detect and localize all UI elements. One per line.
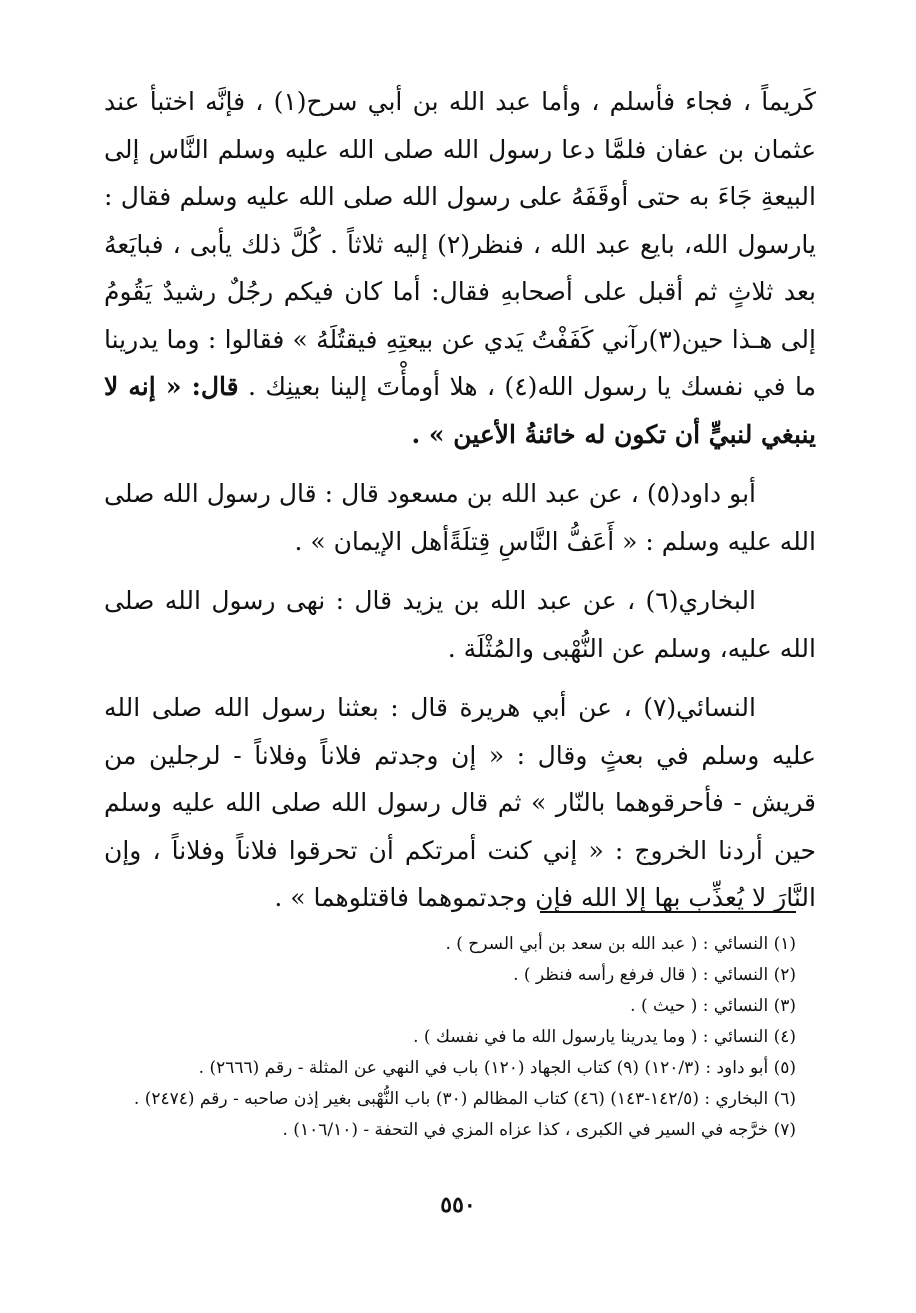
text-line: وسلم : « أَعَفُّ النَّاسِ قِتلَةًأهل الإيمان » .	[294, 526, 720, 556]
paragraph-4	[104, 684, 816, 922]
main-text	[104, 78, 816, 934]
text-line: عفان فلمَّا دعا رسول الله صلى الله عليه وسلم النَّاس إلى البيعةِ جَاءَ به حتى أوقَفَهُ	[104, 134, 816, 211]
footnote-6: (٦) البخاري : (١٤٢/٥-١٤٣) (٤٦) كتاب المظالم (٣٠) باب النُّهْبى بغير إذن صاحبه - رقم (٢٤٧٤) .	[133, 1089, 796, 1109]
footnotes	[100, 929, 796, 1146]
text-line: على رسول الله صلى الله عليه وسلم فقال : يارسول الله، بايع عبد الله ، فنظر(٢)	[104, 182, 816, 259]
text-line: فيكم رجُلٌ رشيدٌ يَقُومُ إلى هـذا حين(٣)رآني كَفَفْتُ يَدي عن بيعتِهِ فيقتُلَهُ »	[104, 277, 816, 354]
footnote-2: (٢) النسائي : ( قال فرفع رأسه فنظر ) .	[513, 965, 796, 985]
footnote-3: (٣) النسائي : ( حيث ) .	[630, 996, 796, 1016]
footnote-4: (٤) النسائي : ( وما يدرينا يارسول الله ما في نفسك ) .	[413, 1027, 796, 1047]
text-line: إليه ثلاثاً . كُلَّ ذلك يأبى ، فبايَعهُ بعد ثلاثٍ ثم أقبل على أصحابهِ فقال: أما كان	[104, 229, 816, 306]
paragraph-2	[104, 470, 816, 565]
text-line: وسلم عن النُّهْبى والمُثْلَة .	[447, 633, 712, 663]
text-line: قال: « إنه لا ينبغي لنبيٍّ أن تكون له خائنةُ الأعين » .	[104, 372, 816, 449]
footnote-divider	[540, 911, 796, 913]
text-line: النسائي(٧) ، عن أبي هريرة قال : بعثنا رسول الله صلى الله عليه وسلم	[104, 693, 817, 770]
footnote-7: (٧) خرَّجه في السير في الكبرى ، كذا عزاه المزي في التحفة - (١٠٦/١٠) .	[282, 1120, 796, 1140]
text-line: البخاري(٦) ، عن عبد الله بن يزيد قال : نهى رسول الله صلى الله عليه،	[104, 586, 816, 663]
footnote-5: (٥) أبو داود : (١٢٠/٣) (٩) كتاب الجهاد (١٢٠) باب في النهي عن المثلة - رقم (٢٦٦٦) .	[198, 1058, 796, 1078]
text-line: فقالوا : وما يدرينا ما في نفسك يا رسول الله(٤) ، هلا أومأْتَ إلينا بعينِك .	[104, 324, 816, 401]
text-line: في بعثٍ وقال : « إن وجدتم فلاناً وفلاناً - لرجلين من قريش - فأحرقوهما	[104, 740, 816, 817]
text-line: أبو داود(٥) ، عن عبد الله بن مسعود قال : قال رسول الله صلى الله عليه	[104, 479, 816, 556]
footnote-1: (١) النسائي : ( عبد الله بن سعد بن أبي السرح ) .	[445, 934, 796, 954]
page-number: ٥٥٠	[440, 1192, 476, 1218]
paragraph-1	[104, 78, 816, 458]
text-line: أمرتكم أن تحرقوا فلاناً وفلاناً ، وإن النَّارَ لا يُعذِّب بها إلا الله فإن وجدتموهما	[104, 835, 816, 912]
paragraph-3	[104, 577, 816, 672]
text-line: فاقتلوهما » .	[274, 883, 409, 912]
text-line: بالنّار » ثم قال رسول الله صلى الله عليه وسلم حين أردنا الخروج : « إني كنت	[104, 788, 816, 865]
text-line: كَريماً ، فجاء فأسلم ، وأما عبد الله بن أبي سرح(١) ، فإنَّه اختبأ عند عثمان بن	[104, 87, 816, 164]
